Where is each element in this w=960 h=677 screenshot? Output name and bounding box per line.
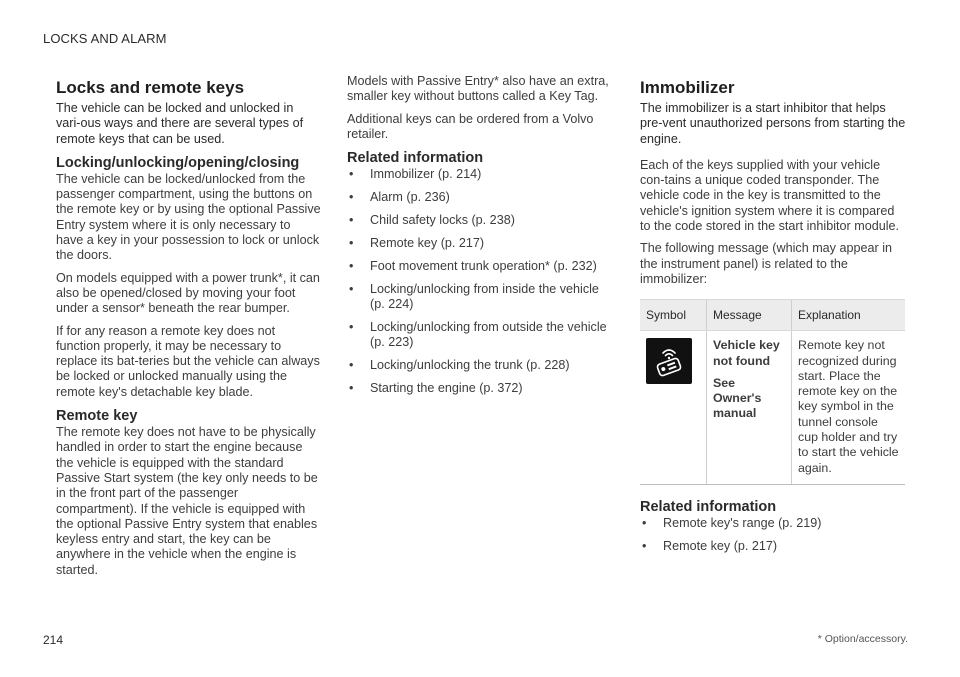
paragraph-transponder: Each of the keys supplied with your vehicle con-tains a unique coded transponder. The vehicle code in the key is transmitted to the vehicle's ignition system where it is compared to the code stored in the start inhibitor module. [640, 157, 900, 234]
message-cell [707, 331, 792, 485]
lead-immobilizer: The immobilizer is a start inhibitor that helps pre-vent unauthorized persons from starting the engine. [640, 101, 906, 146]
heading-related-information-immobilizer: Related information [640, 498, 777, 515]
related-link-remote-key-2[interactable]: • Remote key (p. 217) [642, 538, 778, 553]
related-link-starting-engine[interactable]: • Starting the engine (p. 372) [349, 381, 523, 396]
page-number: 214 [43, 633, 64, 647]
related-links-list-immobilizer [640, 516, 908, 554]
related-link-locking-inside[interactable]: • Locking/unlocking from inside the vehicle (p. 224) [349, 282, 599, 312]
paragraph-message-intro: The following message (which may appear in the instrument panel) is related to the immobilizer: [640, 241, 892, 286]
related-link-locking-outside[interactable]: • Locking/unlocking from outside the vehicle (p. 223) [349, 320, 607, 350]
key-symbol-graphic [652, 344, 686, 378]
related-link-alarm[interactable]: • Alarm (p. 236) [349, 190, 450, 205]
heading-remote-key: Remote key [56, 408, 138, 425]
footnote-option-accessory: * Option/accessory. [817, 633, 908, 645]
related-link-remote-key-range[interactable]: • Remote key's range (p. 219) [642, 515, 822, 530]
lead-locks: The vehicle can be locked and unlocked in vari-ous ways and there are several types of remote keys that can be used. [56, 101, 304, 146]
message-vehicle-key-not-found: Vehicle key not found [713, 338, 780, 368]
title-locks-and-remote-keys: Locks and remote keys [56, 78, 245, 97]
explanation-cell: Remote key not recognized during start. Place the remote key on the key symbol in the tunnel console cup holder and try to start the vehicle again. [792, 331, 906, 485]
column-continued [347, 74, 609, 404]
paragraph-additional-keys: Additional keys can be ordered from a Volvo retailer. [347, 111, 594, 141]
key-not-found-icon [646, 338, 692, 384]
table-header-explanation: Explanation [792, 300, 906, 331]
column-locks-and-remote-keys [56, 74, 321, 585]
message-see-owners-manual: See Owner's manual [713, 375, 762, 421]
column-immobilizer [640, 74, 908, 562]
section-header: LOCKS AND ALARM [43, 31, 167, 46]
related-link-immobilizer[interactable]: • Immobilizer (p. 214) [349, 167, 482, 182]
related-link-child-safety-locks[interactable]: • Child safety locks (p. 238) [349, 213, 515, 228]
table-row [640, 331, 905, 485]
heading-locking: Locking/unlocking/opening/closing [56, 154, 300, 171]
paragraph-locking-2: On models equipped with a power trunk*, it can also be opened/closed by moving your foot under a sensor* beneath the rear bumper. [56, 270, 320, 316]
symbol-cell [640, 331, 707, 485]
related-link-foot-movement[interactable]: • Foot movement trunk operation* (p. 232) [349, 259, 597, 274]
table-header-message: Message [707, 300, 792, 331]
paragraph-key-tag: Models with Passive Entry* also have an extra, smaller key without buttons called a Key Tag. [347, 74, 609, 104]
title-immobilizer: Immobilizer [640, 78, 735, 97]
immobilizer-message-table [640, 299, 905, 485]
heading-related-information: Related information [347, 150, 484, 167]
paragraph-locking-3: If for any reason a remote key does not function properly, it may be necessary to replace its bat-teries but the vehicle can always be locked or unlocked manually using the remote key's detachable key blade. [56, 323, 320, 399]
related-link-locking-trunk[interactable]: • Locking/unlocking the trunk (p. 228) [349, 358, 570, 373]
related-link-remote-key[interactable]: • Remote key (p. 217) [349, 236, 485, 251]
table-header-symbol: Symbol [640, 300, 707, 331]
paragraph-remote-key: The remote key does not have to be physically handled in order to start the engine because the vehicle is equipped with the standard Passive Start system (the key only needs to be in the front part of the passenger compartment). If the vehicle is equipped with the optional Passive Entry system that enables keyless entry and start, the key can be anywhere in the vehicle when the engine is started. [56, 425, 318, 577]
related-links-list [347, 167, 609, 396]
paragraph-locking-1: The vehicle can be locked/unlocked from the passenger compartment, using the buttons on the remote key or by using the optional Passive Entry system where it is only necessary to have a key in your possession to lock or unlock the doors. [56, 171, 321, 263]
